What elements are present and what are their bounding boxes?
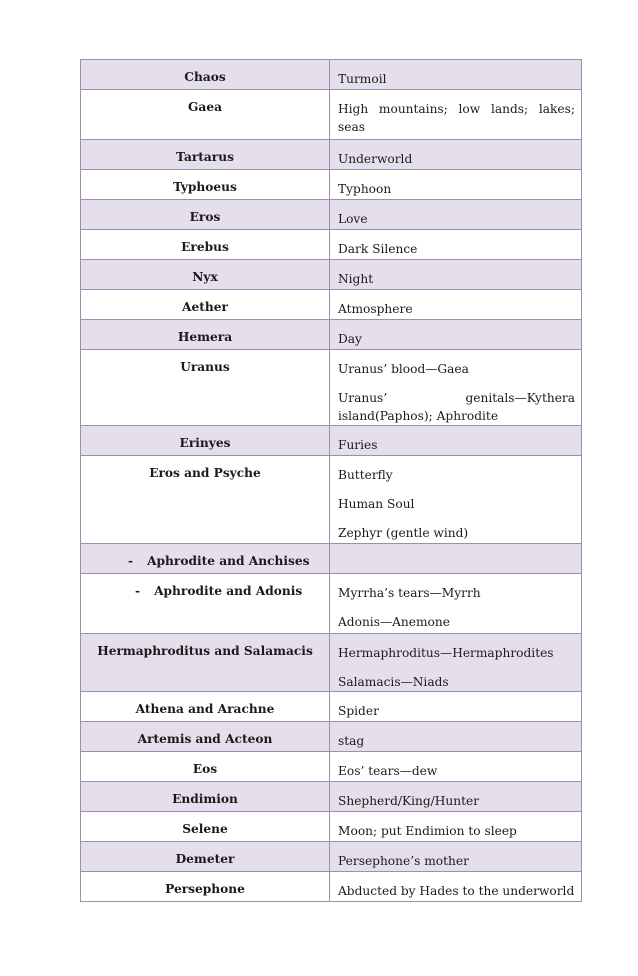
table-row xyxy=(81,842,582,872)
table-row xyxy=(81,426,582,456)
figure-description xyxy=(330,350,582,426)
description-line: stag xyxy=(338,734,365,748)
figure-description xyxy=(330,752,582,782)
description-line: Furies xyxy=(338,438,378,452)
figure-description xyxy=(330,692,582,722)
figure-description xyxy=(330,140,582,170)
table-row xyxy=(81,200,582,230)
figure-description xyxy=(330,782,582,812)
figure-name: Selene xyxy=(81,812,330,842)
table-row xyxy=(81,290,582,320)
table-row xyxy=(81,692,582,722)
figure-name-text: Aphrodite and Anchises xyxy=(147,554,310,568)
table-row xyxy=(81,812,582,842)
figure-name: Athena and Arachne xyxy=(81,692,330,722)
table-row xyxy=(81,170,582,200)
table-row xyxy=(81,634,582,692)
description-line: Hermaphroditus—Hermaphrodites xyxy=(338,646,554,660)
myth-table-body xyxy=(81,60,582,902)
table-row xyxy=(81,574,582,634)
figure-name: Eros and Psyche xyxy=(81,456,330,544)
figure-description xyxy=(330,634,582,692)
description-line: Uranus’ blood—Gaea xyxy=(338,362,469,376)
table-row xyxy=(81,544,582,574)
figure-name: Eros xyxy=(81,200,330,230)
figure-description xyxy=(330,200,582,230)
figure-name: Tartarus xyxy=(81,140,330,170)
description-line: Butterfly xyxy=(338,468,393,482)
description-line: Underworld xyxy=(338,152,413,166)
description-line: Dark Silence xyxy=(338,242,418,256)
description-line: High mountains; low lands; lakes; seas xyxy=(338,102,575,134)
table-row xyxy=(81,260,582,290)
table-row xyxy=(81,230,582,260)
description-line: Adonis—Anemone xyxy=(338,615,450,629)
figure-name: Endimion xyxy=(81,782,330,812)
table-row xyxy=(81,140,582,170)
figure-description xyxy=(330,260,582,290)
table-row xyxy=(81,320,582,350)
list-dash: - xyxy=(128,554,134,568)
figure-description xyxy=(330,60,582,90)
table-row xyxy=(81,90,582,140)
figure-description xyxy=(330,290,582,320)
figure-name: Erebus xyxy=(81,230,330,260)
description-line: Zephyr (gentle wind) xyxy=(338,526,469,540)
description-line: Salamacis—Niads xyxy=(338,675,449,689)
description-line: Shepherd/King/Hunter xyxy=(338,794,480,808)
table-row xyxy=(81,456,582,544)
description-line: Atmosphere xyxy=(338,302,413,316)
figure-description xyxy=(330,842,582,872)
description-line: Myrrha’s tears—Myrrh xyxy=(338,586,481,600)
figure-description xyxy=(330,872,582,902)
description-line: Uranus’ genitals—Kythera island(Paphos); Aphrodite xyxy=(338,391,575,423)
table-row xyxy=(81,782,582,812)
description-line: Typhoon xyxy=(338,182,392,196)
figure-name: Typhoeus xyxy=(81,170,330,200)
figure-name: Artemis and Acteon xyxy=(81,722,330,752)
figure-name: Demeter xyxy=(81,842,330,872)
figure-description xyxy=(330,230,582,260)
table-row xyxy=(81,60,582,90)
description-line: Abducted by Hades to the underworld xyxy=(338,884,575,898)
table-row xyxy=(81,350,582,426)
figure-name: Erinyes xyxy=(81,426,330,456)
table-row xyxy=(81,752,582,782)
figure-description xyxy=(330,722,582,752)
figure-description xyxy=(330,170,582,200)
figure-description xyxy=(330,90,582,140)
table-row xyxy=(81,872,582,902)
figure-name-text: Aphrodite and Adonis xyxy=(154,584,303,598)
description-line: Night xyxy=(338,272,374,286)
figure-name: Eos xyxy=(81,752,330,782)
description-line: Eos’ tears—dew xyxy=(338,764,438,778)
figure-name: Uranus xyxy=(81,350,330,426)
figure-name xyxy=(81,574,330,634)
myth-table xyxy=(80,59,582,902)
figure-name xyxy=(81,544,330,574)
figure-name: Persephone xyxy=(81,872,330,902)
figure-description xyxy=(330,812,582,842)
description-line: Moon; put Endimion to sleep xyxy=(338,824,517,838)
description-line: Human Soul xyxy=(338,497,415,511)
description-line: Love xyxy=(338,212,368,226)
figure-name: Aether xyxy=(81,290,330,320)
figure-name: Chaos xyxy=(81,60,330,90)
figure-name: Gaea xyxy=(81,90,330,140)
description-line: Turmoil xyxy=(338,72,387,86)
figure-name: Hemera xyxy=(81,320,330,350)
figure-description xyxy=(330,544,582,574)
figure-description xyxy=(330,426,582,456)
figure-name: Hermaphroditus and Salamacis xyxy=(81,634,330,692)
description-line: Spider xyxy=(338,704,379,718)
figure-description xyxy=(330,456,582,544)
figure-description xyxy=(330,320,582,350)
figure-description xyxy=(330,574,582,634)
figure-name: Nyx xyxy=(81,260,330,290)
table-row xyxy=(81,722,582,752)
description-line: Day xyxy=(338,332,362,346)
description-line: Persephone’s mother xyxy=(338,854,469,868)
list-dash: - xyxy=(135,584,141,598)
